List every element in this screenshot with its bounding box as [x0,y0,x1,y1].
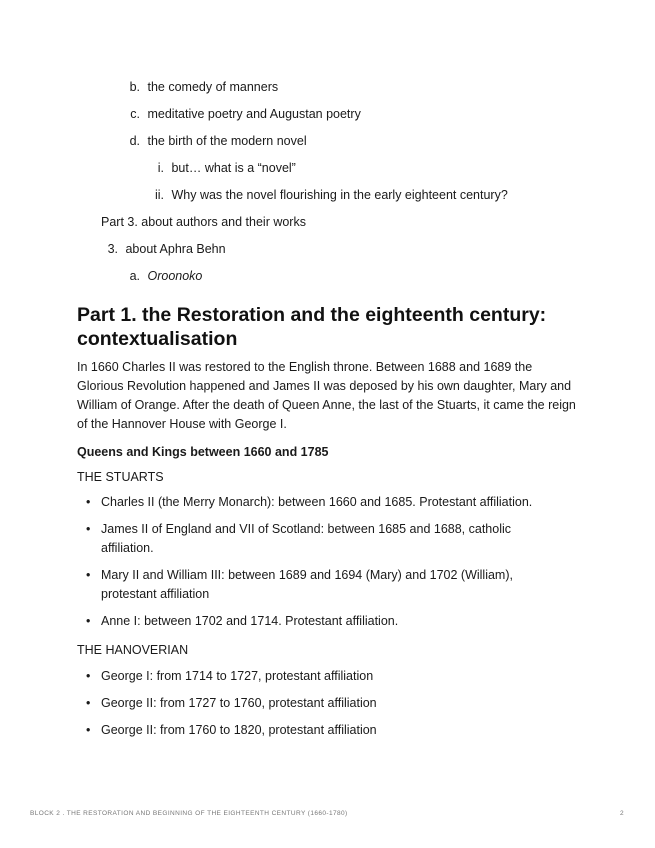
outline-text: meditative poetry and Augustan poetry [147,107,361,121]
stuarts-list [77,493,557,631]
outline-item-a [118,267,202,285]
outline-item-ii [140,186,508,204]
stuarts-label: THE STUARTS [77,470,164,484]
page-number: 2 [620,810,625,817]
outline-item-3 [98,240,226,258]
list-item: • Charles II (the Merry Monarch): between 1660 and 1685. Protestant affiliation. [77,493,557,512]
outline-item-c [118,105,361,123]
outline-marker: i. [157,161,164,175]
outline-text: the birth of the modern novel [147,134,307,148]
outline-marker: c. [130,107,140,121]
outline-text: the comedy of manners [147,80,279,94]
list-item: • George II: from 1760 to 1820, protestant affiliation [77,721,557,740]
section-title: Part 1. the Restoration and the eighteenth century: contextualisation [77,304,547,350]
outline-text: but… what is a “novel” [171,161,296,175]
list-item: • George II: from 1727 to 1760, protestant affiliation [77,694,557,713]
outline-marker: ii. [154,188,164,202]
outline-marker: b. [129,80,140,94]
outline-text: about Aphra Behn [125,242,226,256]
subheading: Queens and Kings between 1660 and 1785 [77,445,329,459]
hanoverian-list [77,667,557,740]
outline-part-3: Part 3. about authors and their works [101,215,306,229]
list-item: • Mary II and William III: between 1689 and 1694 (Mary) and 1702 (William), protestant affiliation [77,566,557,604]
list-item: • Anne I: between 1702 and 1714. Protestant affiliation. [77,612,557,631]
outline-marker: d. [129,134,140,148]
footer-running-title: BLOCK 2 . THE RESTORATION AND BEGINNING OF THE EIGHTEENTH CENTURY (1660-1780) [30,810,348,817]
intro-paragraph: In 1660 Charles II was restored to the English throne. Between 1688 and 1689 the Glorious Revolution happened and James II was deposed by his own daughter, Mary and William of Orange. After the death of Queen Anne, the last of the Stuarts, it came the reign of the Hannover House with George I. [77,360,576,431]
list-item: • James II of England and VII of Scotland: between 1685 and 1688, catholic affiliation. [77,520,557,558]
hanoverian-label: THE HANOVERIAN [77,643,189,657]
outline-text: Oroonoko [147,269,203,283]
list-item: • George I: from 1714 to 1727, protestant affiliation [77,667,557,686]
outline-item-i [140,159,296,177]
outline-item-d [118,132,307,150]
outline-marker: a. [129,269,140,283]
outline-item-b [118,78,278,96]
outline-marker: 3. [107,242,118,256]
outline-text: Why was the novel flourishing in the early eighteent century? [171,188,508,202]
